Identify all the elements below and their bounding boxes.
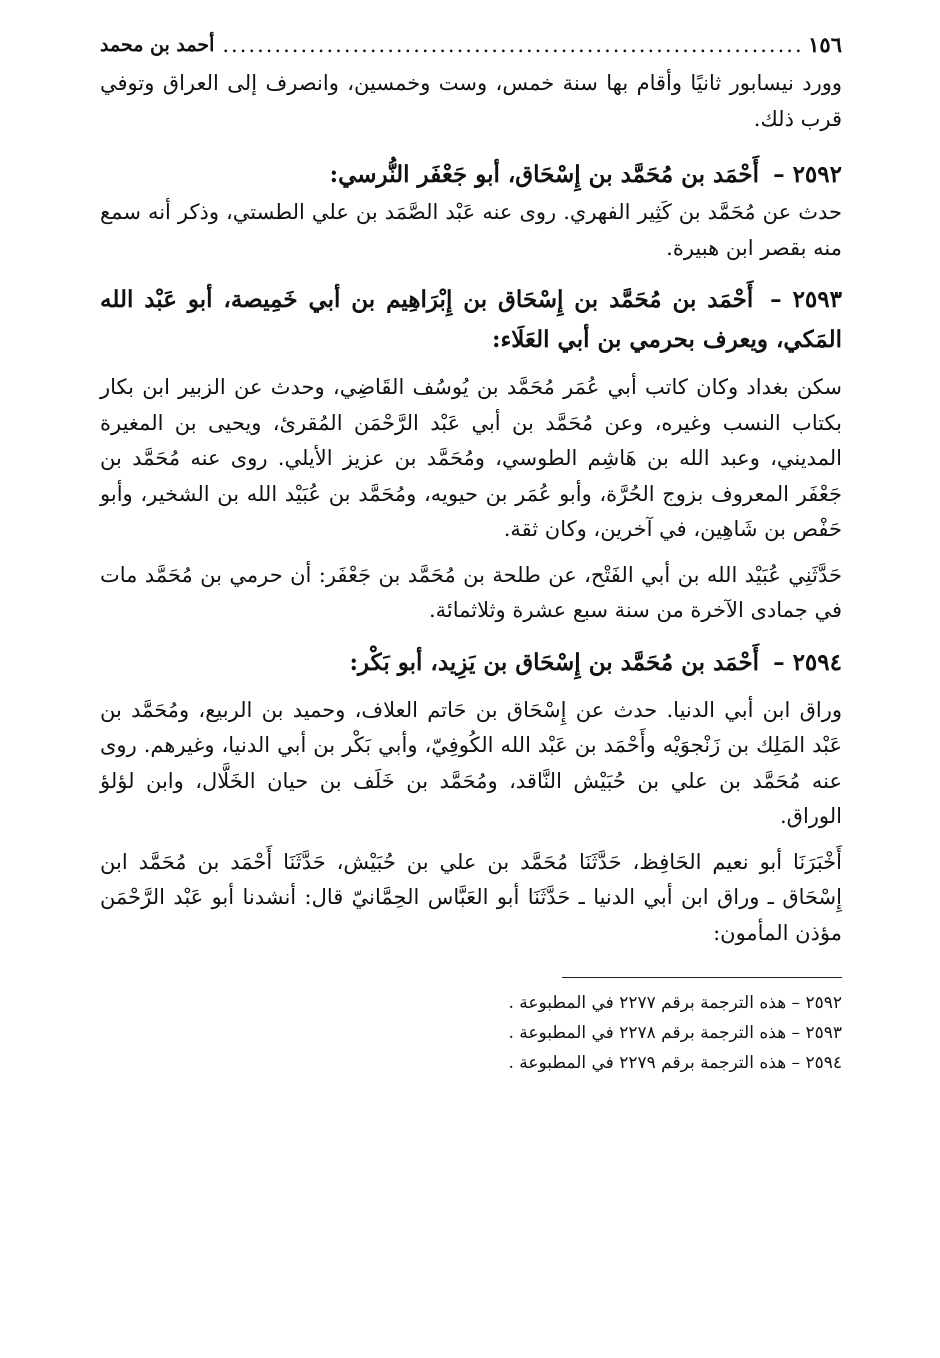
entry-paragraph: حَدَّثَنِي عُبَيْد الله بن أبي الفَتْح، عن طلحة بن مُحَمَّد بن جَعْفَر: أن حرمي بن مُحَمَّد مات في جمادى الآخرة من سنة سبع عشرة وثلاثمائة. xyxy=(100,562,842,622)
entry-number: ٢٥٩٤ – xyxy=(773,648,842,676)
footnote-separator xyxy=(562,977,842,978)
entry-paragraph: سكن بغداد وكان كاتب أبي عُمَر مُحَمَّد بن يُوسُف القَاضِي، وحدث عن الزبير ابن بكار بكتاب النسب وغيره، وعن مُحَمَّد بن أبي عَبْد الرَّحْمَن المُقرئ، ويحيى بن المغيرة المديني، وعبد الله بن هَاشِم الطوسي، ومُحَمَّد بن عزيز الأيلي. روى عنه مُحَمَّد بن جَعْفَر المعروف بزوج الحُرَّة، وأبو عُمَر بن حيويه، ومُحَمَّد بن عُبَيْد الله بن الشخير، وأبو حَفْص بن شَاهِين، في آخرين، وكان ثقة. xyxy=(100,375,842,541)
entry-number: ٢٥٩٢ – xyxy=(773,161,842,188)
entry-paragraph: أَخْبَرَنَا أبو نعيم الحَافِظ، حَدَّثَنَا مُحَمَّد بن علي بن حُبَيْش، حَدَّثَنَا أَحْمَد بن مُحَمَّد ابن إِسْحَاق ـ وراق ابن أبي الدنيا ـ حَدَّثَنَا أبو العَبَّاس الحِمَّانيّ قال: أنشدنا أبو عَبْد الرَّحْمَن مؤذن المأمون: xyxy=(100,849,842,945)
entry-title: أَحْمَد بن مُحَمَّد بن إِسْحَاق بن إِبْرَاهِيم بن أبي خَمِيصة، أبو عَبْد الله المَكي، ويعرف بحرمي بن أبي العَلَاء: xyxy=(100,286,842,353)
intro-paragraph: وورد نيسابور ثانيًا وأقام بها سنة خمس، وست وخمسين، وانصرف إلى العراق وتوفي قرب ذلك. xyxy=(100,71,842,131)
running-header xyxy=(100,28,842,62)
entry-title: أَحْمَد بن مُحَمَّد بن إِسْحَاق، أبو جَعْفَر النُّرسي: xyxy=(329,161,760,188)
entry-2593 xyxy=(100,280,842,629)
footnote: ٢٥٩٤ – هذه الترجمة برقم ٢٢٧٩ في المطبوعة . xyxy=(508,1053,842,1073)
running-title: أحمد بن محمد xyxy=(100,34,215,56)
entry-heading xyxy=(100,155,842,195)
book-page xyxy=(100,28,842,1078)
entry-2592 xyxy=(100,155,842,266)
entry-title: أَحْمَد بن مُحَمَّد بن إِسْحَاق بن يَزِيد، أبو بَكْر: xyxy=(349,648,760,676)
entry-2594 xyxy=(100,643,842,952)
footnotes xyxy=(100,988,842,1078)
entry-heading xyxy=(100,280,842,360)
entry-paragraph: وراق ابن أبي الدنيا. حدث عن إِسْحَاق بن حَاتم العلاف، وحميد بن الربيع، ومُحَمَّد بن عَبْد المَلِك بن زَنْجوَيْه وأَحْمَد بن عَبْد الله الكُوفِيّ، وأبي بَكْر بن أبي الدنيا، وغيرهم. روى عنه مُحَمَّد بن علي بن حُبَيْش النَّاقد، ومُحَمَّد بن خَلَف بن حيان الخَلَّال، وابن لؤلؤ الوراق. xyxy=(100,697,842,828)
footnote: ٢٥٩٣ – هذه الترجمة برقم ٢٢٧٨ في المطبوعة . xyxy=(508,1023,842,1043)
page-number: ١٥٦ xyxy=(808,32,842,57)
entry-paragraph: حدث عن مُحَمَّد بن كَثِير الفهري. روى عنه عَبْد الصَّمَد بن علي الطستي، وذكر أنه سمع منه بقصر ابن هبيرة. xyxy=(100,200,842,260)
leader-dots xyxy=(222,28,800,62)
entry-heading xyxy=(100,643,842,683)
footnote: ٢٥٩٢ – هذه الترجمة برقم ٢٢٧٧ في المطبوعة . xyxy=(508,993,842,1013)
entry-number: ٢٥٩٣ – xyxy=(770,286,842,313)
